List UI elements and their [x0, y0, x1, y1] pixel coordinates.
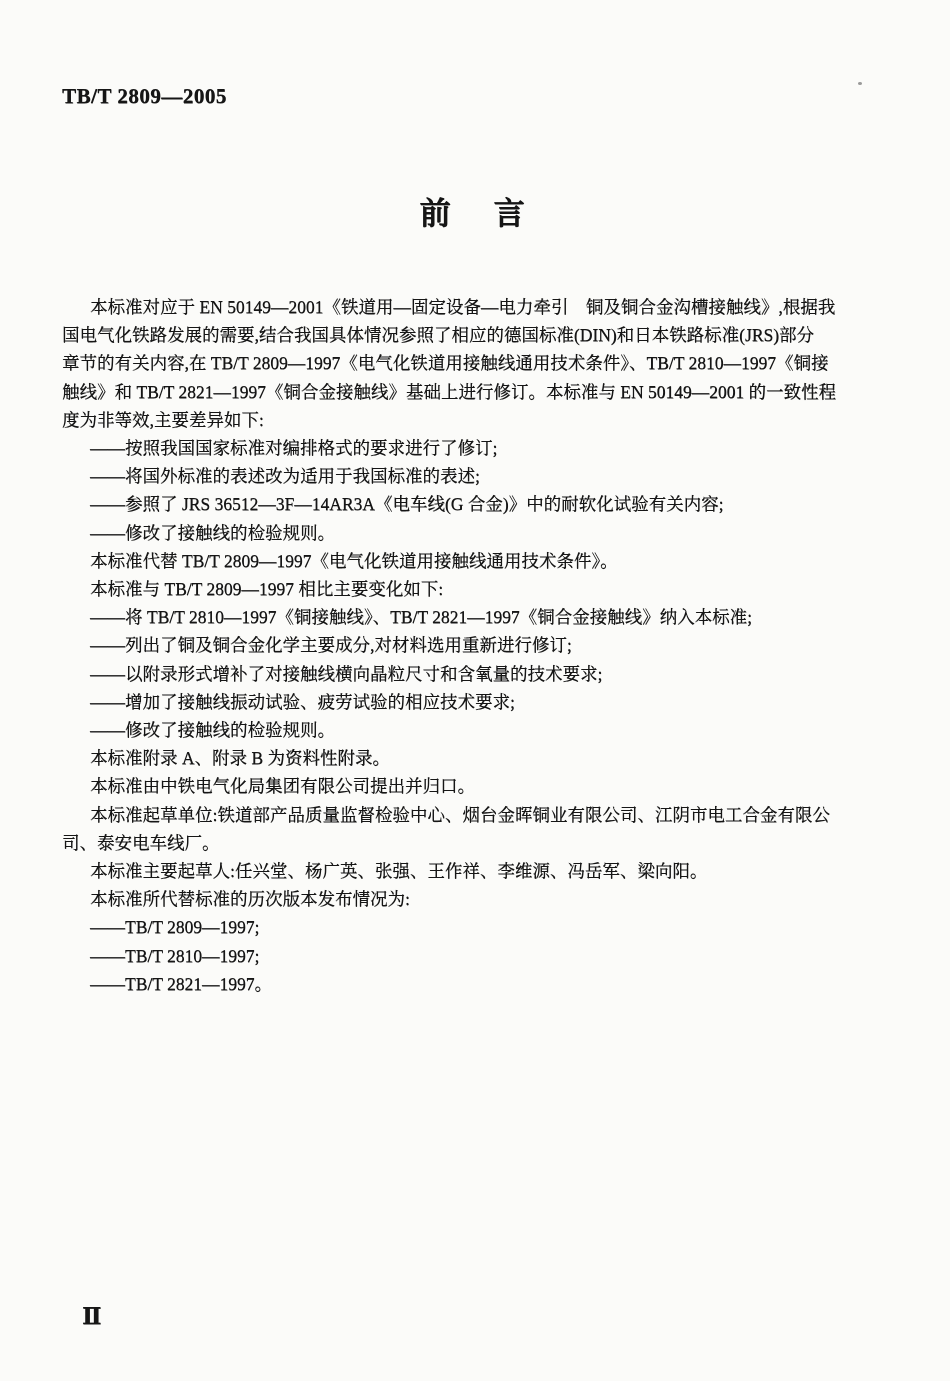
page-number: Ⅱ	[82, 1304, 102, 1329]
body-line-dash: ——列出了铜及铜合金化学主要成分,对材料选用重新进行修订;	[90, 635, 572, 656]
body-line: 本标准起草单位:铁道部产品质量监督检验中心、烟台金晖铜业有限公司、江阴市电工合金有限公	[90, 804, 830, 825]
foreword-body	[62, 293, 890, 998]
body-line-dash: ——按照我国国家标准对编排格式的要求进行了修订;	[90, 438, 498, 459]
body-line: 触线》和 TB/T 2821—1997《铜合金接触线》基础上进行修订。本标准与 EN 50149—2001 的一致性程	[62, 381, 837, 402]
body-line-dash: ——修改了接触线的检验规则。	[90, 720, 335, 741]
body-line: 本标准与 TB/T 2809—1997 相比主要变化如下:	[90, 579, 444, 600]
body-line-dash: ——TB/T 2810—1997;	[90, 945, 260, 966]
body-line-dash: ——将 TB/T 2810—1997《铜接触线》、TB/T 2821—1997《铜合金接触线》纳入本标准;	[90, 607, 752, 628]
standard-number: TB/T 2809—2005	[62, 84, 227, 108]
page-title: 前 言	[419, 196, 531, 231]
scan-artifact-dot	[858, 82, 862, 85]
body-line: 本标准主要起草人:任兴堂、杨广英、张强、王作祥、李维源、冯岳军、梁向阳。	[90, 861, 708, 882]
body-line: 本标准对应于 EN 50149—2001《铁道用—固定设备—电力牵引 铜及铜合金沟槽接触线》,根据我	[90, 297, 836, 317]
body-line-dash: ——增加了接触线振动试验、疲劳试验的相应技术要求;	[90, 691, 515, 712]
body-line: 章节的有关内容,在 TB/T 2809—1997《电气化铁道用接触线通用技术条件》、TB/T 2810—1997《铜接	[62, 353, 829, 374]
body-line-dash: ——修改了接触线的检验规则。	[90, 522, 335, 543]
body-line: 度为非等效,主要差异如下:	[62, 409, 264, 430]
body-line: 本标准由中铁电气化局集团有限公司提出并归口。	[90, 776, 475, 797]
body-line-dash: ——TB/T 2821—1997。	[90, 973, 272, 994]
body-line: 本标准附录 A、附录 B 为资料性附录。	[90, 748, 390, 769]
body-line: 本标准代替 TB/T 2809—1997《电气化铁道用接触线通用技术条件》。	[90, 550, 618, 571]
body-line: 司、泰安电车线厂。	[62, 832, 220, 853]
body-line: 国电气化铁路发展的需要,结合我国具体情况参照了相应的德国标准(DIN)和日本铁路标准(JRS)部分	[62, 325, 815, 346]
body-line-dash: ——参照了 JRS 36512—3F—14AR3A《电车线(G 合金)》中的耐软化试验有关内容;	[90, 494, 724, 515]
body-line-dash: ——以附录形式增补了对接触线横向晶粒尺寸和含氧量的技术要求;	[90, 663, 603, 684]
body-line: 本标准所代替标准的历次版本发布情况为:	[90, 889, 410, 910]
body-line-dash: ——将国外标准的表述改为适用于我国标准的表述;	[90, 466, 480, 487]
body-line-dash: ——TB/T 2809—1997;	[90, 917, 260, 938]
